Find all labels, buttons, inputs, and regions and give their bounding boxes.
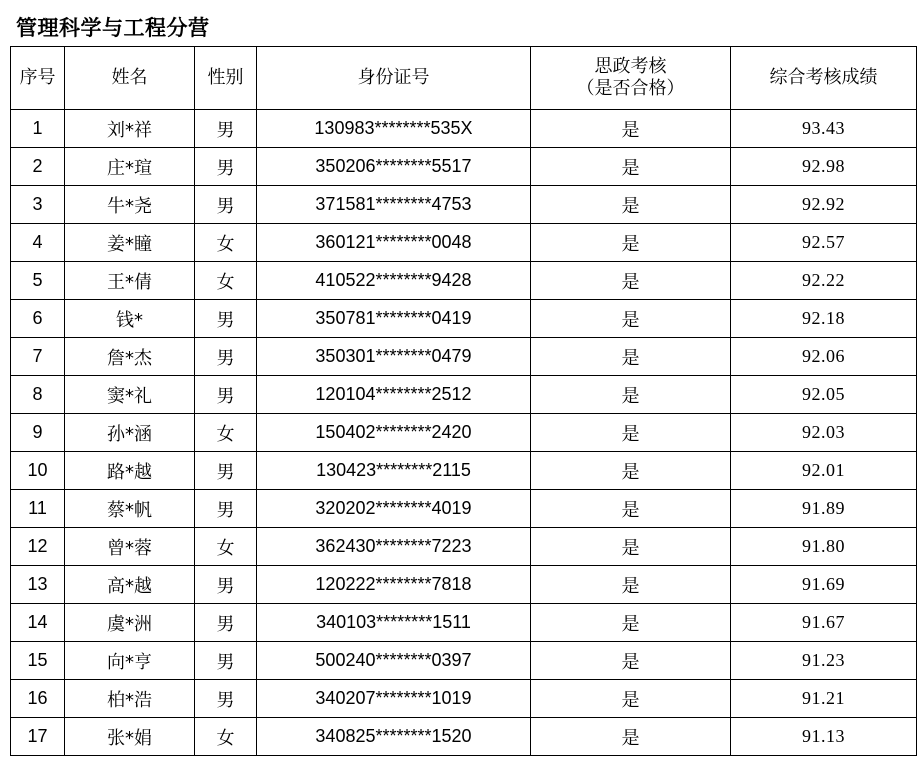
cell-political: 是: [531, 452, 731, 490]
cell-id: 130983********535X: [257, 110, 531, 148]
cell-political: 是: [531, 186, 731, 224]
header-id: 身份证号: [257, 47, 531, 110]
header-name: 姓名: [65, 47, 195, 110]
cell-gender: 男: [195, 566, 257, 604]
table-row: [11, 566, 917, 604]
cell-seq: 16: [11, 680, 65, 718]
table-row: [11, 680, 917, 718]
cell-score: 92.98: [731, 148, 917, 186]
cell-id: 350301********0479: [257, 338, 531, 376]
cell-political: 是: [531, 110, 731, 148]
cell-seq: 13: [11, 566, 65, 604]
table-row: [11, 452, 917, 490]
cell-id: 340103********1511: [257, 604, 531, 642]
table-row: [11, 186, 917, 224]
cell-name: 路*越: [65, 452, 195, 490]
cell-score: 92.03: [731, 414, 917, 452]
cell-political: 是: [531, 566, 731, 604]
cell-political: 是: [531, 338, 731, 376]
cell-id: 150402********2420: [257, 414, 531, 452]
cell-seq: 12: [11, 528, 65, 566]
table-row: [11, 110, 917, 148]
cell-score: 91.13: [731, 718, 917, 756]
cell-name: 高*越: [65, 566, 195, 604]
table-row: [11, 604, 917, 642]
cell-gender: 男: [195, 148, 257, 186]
cell-gender: 男: [195, 604, 257, 642]
cell-seq: 8: [11, 376, 65, 414]
cell-name: 虞*洲: [65, 604, 195, 642]
cell-seq: 17: [11, 718, 65, 756]
cell-id: 350206********5517: [257, 148, 531, 186]
results-table: [10, 46, 917, 756]
cell-political: 是: [531, 262, 731, 300]
cell-id: 130423********2115: [257, 452, 531, 490]
cell-seq: 14: [11, 604, 65, 642]
table-row: [11, 262, 917, 300]
cell-political: 是: [531, 224, 731, 262]
cell-score: 91.21: [731, 680, 917, 718]
cell-seq: 1: [11, 110, 65, 148]
cell-political: 是: [531, 414, 731, 452]
cell-id: 371581********4753: [257, 186, 531, 224]
cell-id: 120104********2512: [257, 376, 531, 414]
header-gender: 性别: [195, 47, 257, 110]
cell-gender: 女: [195, 224, 257, 262]
cell-name: 窦*礼: [65, 376, 195, 414]
cell-name: 王*倩: [65, 262, 195, 300]
cell-score: 92.18: [731, 300, 917, 338]
table-row: [11, 300, 917, 338]
cell-seq: 2: [11, 148, 65, 186]
cell-name: 蔡*帆: [65, 490, 195, 528]
cell-political: 是: [531, 680, 731, 718]
cell-gender: 男: [195, 110, 257, 148]
table-header-row: [11, 47, 917, 110]
cell-seq: 10: [11, 452, 65, 490]
header-political-line1: 思政考核: [594, 56, 667, 77]
cell-id: 120222********7818: [257, 566, 531, 604]
cell-score: 92.92: [731, 186, 917, 224]
table-row: [11, 414, 917, 452]
cell-gender: 男: [195, 300, 257, 338]
cell-seq: 6: [11, 300, 65, 338]
table-body: [11, 110, 917, 756]
cell-name: 曾*蓉: [65, 528, 195, 566]
cell-score: 91.80: [731, 528, 917, 566]
cell-id: 410522********9428: [257, 262, 531, 300]
cell-political: 是: [531, 642, 731, 680]
cell-gender: 男: [195, 642, 257, 680]
header-political: [531, 47, 731, 110]
cell-name: 詹*杰: [65, 338, 195, 376]
cell-political: 是: [531, 718, 731, 756]
cell-political: 是: [531, 376, 731, 414]
cell-name: 向*亨: [65, 642, 195, 680]
page-title: 管理科学与工程分营: [16, 16, 210, 40]
header-seq: 序号: [11, 47, 65, 110]
cell-seq: 4: [11, 224, 65, 262]
header-score: 综合考核成绩: [731, 47, 917, 110]
table-row: [11, 528, 917, 566]
cell-name: 庄*瑄: [65, 148, 195, 186]
table-row: [11, 338, 917, 376]
cell-name: 柏*浩: [65, 680, 195, 718]
cell-id: 362430********7223: [257, 528, 531, 566]
cell-seq: 5: [11, 262, 65, 300]
table-row: [11, 376, 917, 414]
cell-score: 92.01: [731, 452, 917, 490]
cell-gender: 男: [195, 376, 257, 414]
cell-score: 92.22: [731, 262, 917, 300]
cell-seq: 9: [11, 414, 65, 452]
table-row: [11, 642, 917, 680]
cell-score: 92.57: [731, 224, 917, 262]
cell-score: 92.06: [731, 338, 917, 376]
cell-political: 是: [531, 148, 731, 186]
cell-score: 91.69: [731, 566, 917, 604]
cell-score: 91.23: [731, 642, 917, 680]
cell-name: 姜*瞳: [65, 224, 195, 262]
header-political-line2: （是否合格）: [576, 78, 685, 99]
cell-score: 93.43: [731, 110, 917, 148]
cell-id: 350781********0419: [257, 300, 531, 338]
cell-gender: 女: [195, 718, 257, 756]
cell-gender: 男: [195, 186, 257, 224]
cell-id: 320202********4019: [257, 490, 531, 528]
cell-id: 340207********1019: [257, 680, 531, 718]
table-row: [11, 490, 917, 528]
cell-name: 刘*祥: [65, 110, 195, 148]
table-row: [11, 718, 917, 756]
cell-name: 牛*尧: [65, 186, 195, 224]
cell-gender: 女: [195, 414, 257, 452]
cell-gender: 女: [195, 262, 257, 300]
cell-seq: 3: [11, 186, 65, 224]
cell-name: 张*娟: [65, 718, 195, 756]
cell-political: 是: [531, 604, 731, 642]
cell-score: 91.89: [731, 490, 917, 528]
cell-name: 钱*: [65, 300, 195, 338]
cell-political: 是: [531, 300, 731, 338]
cell-id: 360121********0048: [257, 224, 531, 262]
cell-gender: 男: [195, 338, 257, 376]
table-row: [11, 224, 917, 262]
cell-gender: 男: [195, 490, 257, 528]
cell-gender: 男: [195, 452, 257, 490]
cell-political: 是: [531, 528, 731, 566]
cell-id: 340825********1520: [257, 718, 531, 756]
cell-seq: 15: [11, 642, 65, 680]
cell-score: 92.05: [731, 376, 917, 414]
cell-gender: 男: [195, 680, 257, 718]
cell-name: 孙*涵: [65, 414, 195, 452]
cell-political: 是: [531, 490, 731, 528]
cell-seq: 7: [11, 338, 65, 376]
cell-seq: 11: [11, 490, 65, 528]
cell-id: 500240********0397: [257, 642, 531, 680]
cell-gender: 女: [195, 528, 257, 566]
cell-score: 91.67: [731, 604, 917, 642]
table-row: [11, 148, 917, 186]
